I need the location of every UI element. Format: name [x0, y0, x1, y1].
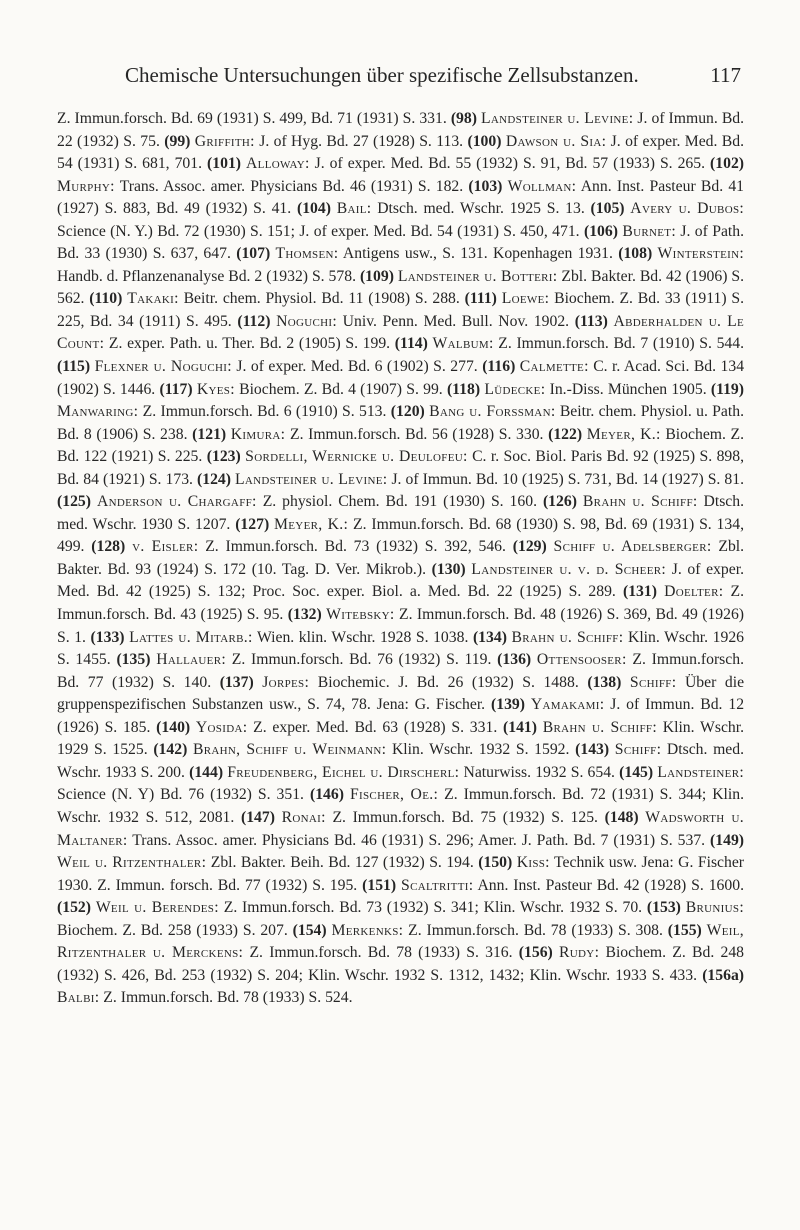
reference-number: (144): [189, 763, 224, 781]
reference-authors: Kimura:: [230, 425, 286, 443]
reference-authors: Abderhalden u. Le Count:: [57, 312, 745, 353]
reference-authors: Manwaring:: [57, 403, 139, 421]
reference-citation: Z. Immun.forsch. Bd. 78 (1933) S. 308.: [408, 921, 663, 939]
reference-citation: Antigens usw., S. 131. Kopenhagen 1931.: [342, 245, 613, 263]
reference-number: (102): [710, 155, 745, 173]
reference-citation: Z. Immun.forsch. Bd. 78 (1933) S. 316.: [249, 944, 513, 962]
reference-number: (139): [491, 696, 525, 714]
reference-citation: J. of Immun. Bd. 12 (1926) S. 185.: [57, 696, 745, 736]
reference-number: (119): [710, 380, 745, 398]
reference-citation: Z. Immun.forsch. Bd. 68 (1930) S. 98, Bd. 69 (1931) S. 134, 499.: [57, 515, 745, 556]
reference-authors: Schiff u. Adelsberger:: [553, 538, 712, 556]
reference-number: (111): [464, 290, 497, 308]
reference-citation: Z. Immun.forsch. Bd. 75 (1932) S. 125.: [332, 808, 598, 826]
reference-citation: Dtsch. med. Wschr. 1933 S. 200.: [57, 741, 745, 781]
reference-number: (121): [192, 425, 227, 443]
reference-entry: [91, 538, 506, 555]
reference-authors: Landsteiner u. Levine:: [481, 110, 634, 127]
reference-authors: Yosida:: [195, 718, 248, 736]
reference-entry: [297, 200, 585, 217]
reference-authors: Meyer, K.:: [586, 425, 661, 443]
reference-authors: Landsteiner:: [657, 763, 745, 781]
reference-citation: Biochem. Z. Bd. 258 (1933) S. 207.: [57, 921, 288, 939]
reference-authors: Fischer, Oe.:: [349, 786, 439, 804]
reference-number: (100): [467, 132, 502, 150]
reference-authors: Loewe:: [501, 290, 550, 308]
reference-citation: Science (N. Y.) Bd. 72 (1930) S. 151; J. of exper. Med. Bd. 54 (1931) S. 450, 471.: [57, 222, 580, 240]
reference-number: (134): [472, 628, 507, 646]
reference-entry: [159, 381, 442, 398]
reference-authors: Yamakami:: [530, 696, 605, 714]
reference-citation: Beitr. chem. Physiol. u. Path. Bd. 8 (1906) S. 238.: [57, 403, 744, 443]
running-head: [57, 62, 744, 88]
reference-citation: Klin. Wschr. 1929 S. 1525.: [57, 718, 745, 759]
reference-entry: [220, 674, 579, 691]
reference-entry: [395, 335, 744, 352]
reference-number: (117): [159, 380, 193, 398]
reference-authors: Dawson u. Sia:: [505, 132, 607, 150]
reference-citation: J. of exper. Med. Bd. 55 (1932) S. 91, Bd. 57 (1933) S. 265.: [314, 155, 706, 173]
reference-number: (152): [57, 899, 91, 917]
reference-citation: Z. Immun.forsch. Bd. 76 (1932) S. 119.: [231, 651, 492, 669]
reference-number: (130): [431, 560, 466, 578]
reference-authors: Winterstein:: [657, 245, 745, 263]
reference-citation: Klin. Wschr. 1926 S. 1455.: [57, 628, 745, 669]
reference-authors: Kyes:: [196, 380, 235, 398]
reference-number: (122): [548, 425, 583, 443]
reference-entry: [57, 358, 478, 375]
reference-citation: Zbl. Bakter. Bd. 93 (1924) S. 172 (10. Tag. D. Ver. Mikrob.).: [57, 538, 745, 578]
reference-authors: Murphy:: [57, 177, 115, 195]
reference-citation: Dtsch. med. Wschr. 1925 S. 13.: [377, 200, 585, 218]
reference-authors: Weil, Ritzenthaler u. Merckens:: [57, 921, 745, 962]
reference-authors: Balbi:: [57, 989, 100, 1007]
reference-citation: Biochem. Z. Bd. 33 (1911) S. 225, Bd. 34 (1911) S. 495.: [57, 290, 745, 330]
reference-citation: Z. Immun.forsch. Bd. 78 (1933) S. 524.: [103, 989, 353, 1007]
reference-number: (126): [542, 493, 577, 511]
reference-number: (154): [292, 921, 327, 939]
reference-citation: J. of exper. Med. Bd. 54 (1931) S. 681, 701.: [57, 132, 745, 173]
reference-number: (148): [604, 808, 639, 826]
reference-authors: Avery u. Dubos:: [630, 200, 745, 218]
reference-citation: Klin. Wschr. 1932 S. 1592.: [391, 741, 570, 759]
reference-number: (131): [622, 583, 657, 601]
reference-citation: Ann. Inst. Pasteur Bd. 42 (1928) S. 1600.: [477, 876, 745, 894]
reference-entry: [89, 290, 460, 307]
reference-authors: Scaltritti:: [401, 876, 474, 894]
reference-number: (99): [164, 132, 191, 150]
reference-number: (104): [296, 200, 331, 218]
reference-number: (146): [309, 786, 344, 804]
reference-authors: Lattes u. Mitarb.:: [129, 628, 253, 646]
reference-citation: Biochemic. J. Bd. 26 (1932) S. 1488.: [317, 673, 579, 691]
reference-authors: Thomsen:: [275, 245, 339, 263]
reference-number: (147): [240, 808, 275, 826]
reference-citation: Dtsch. med. Wschr. 1930 S. 1207.: [57, 493, 745, 533]
reference-authors: Freudenberg, Eichel u. Dirscherl:: [227, 763, 460, 781]
reference-number: (153): [646, 899, 681, 917]
reference-authors: Wadsworth u. Maltaner:: [57, 808, 744, 849]
reference-number: (110): [89, 290, 123, 308]
reference-number: (145): [619, 763, 654, 781]
reference-citation: Z. Immun.forsch. Bd. 56 (1928) S. 330.: [289, 425, 544, 443]
reference-entry: [91, 629, 469, 646]
reference-number: (125): [57, 493, 91, 511]
reference-authors: Sordelli, Wernicke u. Deulofeu:: [245, 448, 468, 466]
reference-entry: [164, 133, 463, 150]
reference-number: (108): [618, 245, 653, 263]
reference-number: (109): [359, 267, 394, 285]
reference-citation: Z. Immun.forsch. Bd. 73 (1932) S. 341; Klin. Wschr. 1932 S. 70.: [223, 899, 643, 917]
reference-entry: [153, 741, 569, 758]
reference-authors: Doelter:: [664, 583, 724, 601]
reference-authors: Weil u. Berendes:: [95, 899, 219, 917]
reference-citation: Z. Immun.forsch. Bd. 6 (1910) S. 513.: [142, 403, 387, 421]
reference-authors: Meyer, K.:: [274, 515, 349, 533]
reference-list: [57, 108, 744, 1010]
reference-number: (155): [667, 921, 702, 939]
reference-entry: [192, 426, 543, 443]
reference-number: (143): [575, 741, 610, 759]
reference-authors: Walbum:: [432, 335, 494, 353]
reference-authors: Landsteiner u. v. d. Scheer:: [471, 560, 667, 578]
reference-authors: Schiff:: [614, 741, 662, 759]
reference-number: (124): [197, 470, 231, 488]
reference-number: (120): [390, 403, 425, 421]
reference-citation: J. of Immun. Bd. 10 (1925) S. 731, Bd. 14 (1927) S. 81.: [391, 470, 744, 488]
reference-entry: [57, 899, 642, 916]
reference-citation: Z. Immun.forsch. Bd. 43 (1925) S. 95.: [57, 583, 745, 624]
running-title: Chemische Untersuchungen über spezifische Zellsubstanzen.: [125, 63, 639, 87]
reference-authors: Hallauer:: [156, 651, 227, 669]
reference-number: (135): [116, 651, 151, 669]
reference-citation: Z. Immun.forsch. Bd. 48 (1926) S. 369, Bd. 49 (1926) S. 1.: [57, 606, 745, 646]
reference-citation: Trans. Assoc. amer. Physicians Bd. 46 (1931) S. 182.: [119, 177, 464, 195]
reference-authors: Rudy:: [559, 944, 600, 962]
reference-authors: Griffith:: [194, 132, 255, 150]
reference-entry: [293, 922, 663, 939]
reference-citation: C. r. Soc. Biol. Paris Bd. 92 (1925) S. 898, Bd. 84 (1921) S. 173.: [57, 448, 745, 488]
reference-authors: Merkenks:: [331, 921, 404, 939]
reference-number: (138): [587, 673, 622, 691]
reference-authors: Lüdecke:: [484, 380, 546, 398]
reference-citation: Z. physiol. Chem. Bd. 191 (1930) S. 160.: [262, 493, 537, 511]
reference-authors: Takaki:: [127, 290, 179, 308]
reference-authors: Brahn u. Schiff:: [511, 628, 624, 646]
reference-citation: Ann. Inst. Pasteur Bd. 41 (1927) S. 883, Bd. 49 (1932) S. 41.: [57, 177, 745, 218]
reference-number: (142): [153, 741, 188, 759]
reference-authors: Witebsky:: [326, 606, 395, 624]
reference-authors: Landsteiner u. Levine:: [235, 470, 388, 488]
reference-citation: J. of Immun. Bd. 22 (1932) S. 75.: [57, 110, 745, 150]
reference-entry: [237, 313, 569, 330]
reference-number: (107): [236, 245, 271, 263]
reference-number: (116): [482, 358, 516, 376]
reference-authors: Alloway:: [246, 155, 310, 173]
reference-number: (123): [206, 448, 241, 466]
reference-number: (137): [219, 673, 254, 691]
reference-authors: Schiff:: [629, 673, 677, 691]
reference-citation: J. of exper. Med. Bd. 42 (1925) S. 132; Proc. Soc. exper. Biol. a. Med. Bd. 22 (1925) S. 289.: [57, 560, 745, 601]
reference-citation: Z. Immun.forsch. Bd. 72 (1931) S. 344; Klin. Wschr. 1932 S. 512, 2081.: [57, 786, 745, 826]
reference-number: (98): [450, 110, 477, 127]
reference-entry: [236, 245, 613, 262]
reference-authors: Noguchi:: [276, 312, 338, 330]
reference-citation: J. of Path. Bd. 33 (1930) S. 637, 647.: [57, 222, 745, 263]
reference-citation: Biochem. Z. Bd. 122 (1921) S. 225.: [57, 425, 745, 466]
reference-number: (151): [362, 876, 397, 894]
reference-authors: Anderson u. Chargaff:: [96, 493, 257, 511]
reference-authors: Weil u. Ritzenthaler:: [57, 854, 207, 872]
reference-number: (140): [156, 718, 191, 736]
reference-citation: Science (N. Y) Bd. 76 (1932) S. 351.: [57, 786, 304, 804]
reference-authors: Brahn u. Schiff:: [582, 493, 698, 511]
reference-authors: Brahn u. Schiff:: [542, 718, 658, 736]
reference-number: (105): [590, 200, 625, 218]
reference-citation: Z. Immun.forsch. Bd. 77 (1932) S. 140.: [57, 651, 745, 691]
reference-authors: Wollman:: [507, 177, 577, 195]
reference-entry: [207, 155, 705, 172]
reference-number: (156a): [702, 966, 745, 984]
reference-citation: Naturwiss. 1932 S. 654.: [463, 763, 615, 781]
reference-citation: Über die gruppenspezifischen Substanzen usw., S. 74, 78. Jena: G. Fischer.: [57, 673, 745, 714]
reference-number: (118): [446, 380, 481, 398]
reference-entry: [116, 651, 491, 668]
reference-number: (156): [518, 944, 553, 962]
reference-number: (112): [237, 312, 271, 330]
reference-authors: Brahn, Schiff u. Weinmann:: [192, 741, 387, 759]
reference-authors: Burnet:: [622, 222, 677, 240]
reference-entry: [241, 809, 598, 826]
reference-authors: Ronai:: [281, 808, 326, 826]
reference-entry: [189, 764, 615, 781]
reference-citation: Biochem. Z. Bd. 4 (1907) S. 99.: [239, 380, 443, 398]
reference-number: (114): [394, 335, 428, 353]
reference-number: (133): [90, 628, 125, 646]
reference-number: (149): [710, 831, 745, 849]
reference-number: (150): [478, 854, 513, 872]
reference-authors: Brunius:: [685, 899, 745, 917]
reference-entry: [156, 719, 497, 736]
reference-authors: Bail:: [336, 200, 372, 218]
reference-citation: J. of Hyg. Bd. 27 (1928) S. 113.: [259, 132, 464, 150]
reference-citation: Z. Immun.forsch. Bd. 7 (1910) S. 544.: [498, 335, 745, 353]
reference-entry: [362, 877, 744, 894]
reference-citation: Zbl. Bakter. Beih. Bd. 127 (1932) S. 194.: [210, 854, 474, 872]
reference-authors: Bang u. Forssman:: [429, 403, 556, 421]
reference-number: (129): [512, 538, 547, 556]
reference-citation: Biochem. Z. Bd. 248 (1932) S. 426, Bd. 253 (1932) S. 204; Klin. Wschr. 1932 S. 1312, 1432; Klin. Wschr. 1933 S. 433.: [57, 944, 745, 984]
reference-entry: [197, 471, 744, 488]
reference-number: (101): [207, 155, 242, 173]
page-number: 117: [710, 63, 741, 87]
reference-entry: [447, 381, 707, 398]
reference-citation: Z. exper. Path. u. Ther. Bd. 2 (1905) S. 199.: [108, 335, 391, 353]
reference-citation: Univ. Penn. Med. Bull. Nov. 1902.: [342, 312, 570, 330]
reference-citation: Handb. d. Pflanzenanalyse Bd. 2 (1932) S. 578.: [57, 267, 356, 285]
reference-citation: Z. exper. Med. Bd. 63 (1928) S. 331.: [253, 718, 498, 736]
reference-authors: v. Eisler:: [132, 538, 199, 556]
reference-citation: Wien. klin. Wschr. 1928 S. 1038.: [256, 628, 469, 646]
reference-citation: Beitr. chem. Physiol. Bd. 11 (1908) S. 288.: [183, 290, 460, 308]
reference-number: (106): [583, 222, 618, 240]
reference-number: (136): [497, 651, 532, 669]
reference-authors: Ottensooser:: [536, 651, 627, 669]
reference-number: (115): [57, 358, 91, 376]
reference-number: (103): [468, 177, 503, 195]
reference-citation: Technik usw. Jena: G. Fischer 1930. Z. Immun. forsch. Bd. 77 (1932) S. 195.: [57, 854, 745, 894]
reference-citation: In.-Diss. München 1905.: [549, 380, 707, 398]
reference-citation: Trans. Assoc. amer. Physicians Bd. 46 (1931) S. 296; Amer. J. Path. Bd. 7 (1931) S. 537.: [132, 831, 706, 849]
reference-citation: C. r. Acad. Sci. Bd. 134 (1902) S. 1446.: [57, 358, 745, 398]
reference-number: (127): [235, 515, 270, 533]
reference-citation: Zbl. Bakter. Bd. 42 (1906) S. 562.: [57, 267, 745, 308]
reference-number: (141): [503, 718, 537, 736]
reference-number: (113): [574, 312, 608, 330]
reference-citation: Z. Immun.forsch. Bd. 73 (1932) S. 392, 546.: [205, 538, 506, 556]
reference-authors: Calmette:: [519, 358, 589, 376]
reference-authors: Kiss:: [516, 854, 550, 872]
reference-number: (128): [91, 538, 126, 556]
reference-number: (132): [287, 606, 322, 624]
reference-citation: J. of exper. Med. Bd. 6 (1902) S. 277.: [236, 358, 478, 376]
reference-entry: [57, 493, 537, 510]
reference-authors: Jorpes:: [262, 673, 310, 691]
reference-continuation: Z. Immun.forsch. Bd. 69 (1931) S. 499, Bd. 71 (1931) S. 331.: [57, 110, 447, 127]
reference-authors: Landsteiner u. Botteri:: [397, 267, 558, 285]
reference-authors: Flexner u. Noguchi:: [94, 358, 232, 376]
